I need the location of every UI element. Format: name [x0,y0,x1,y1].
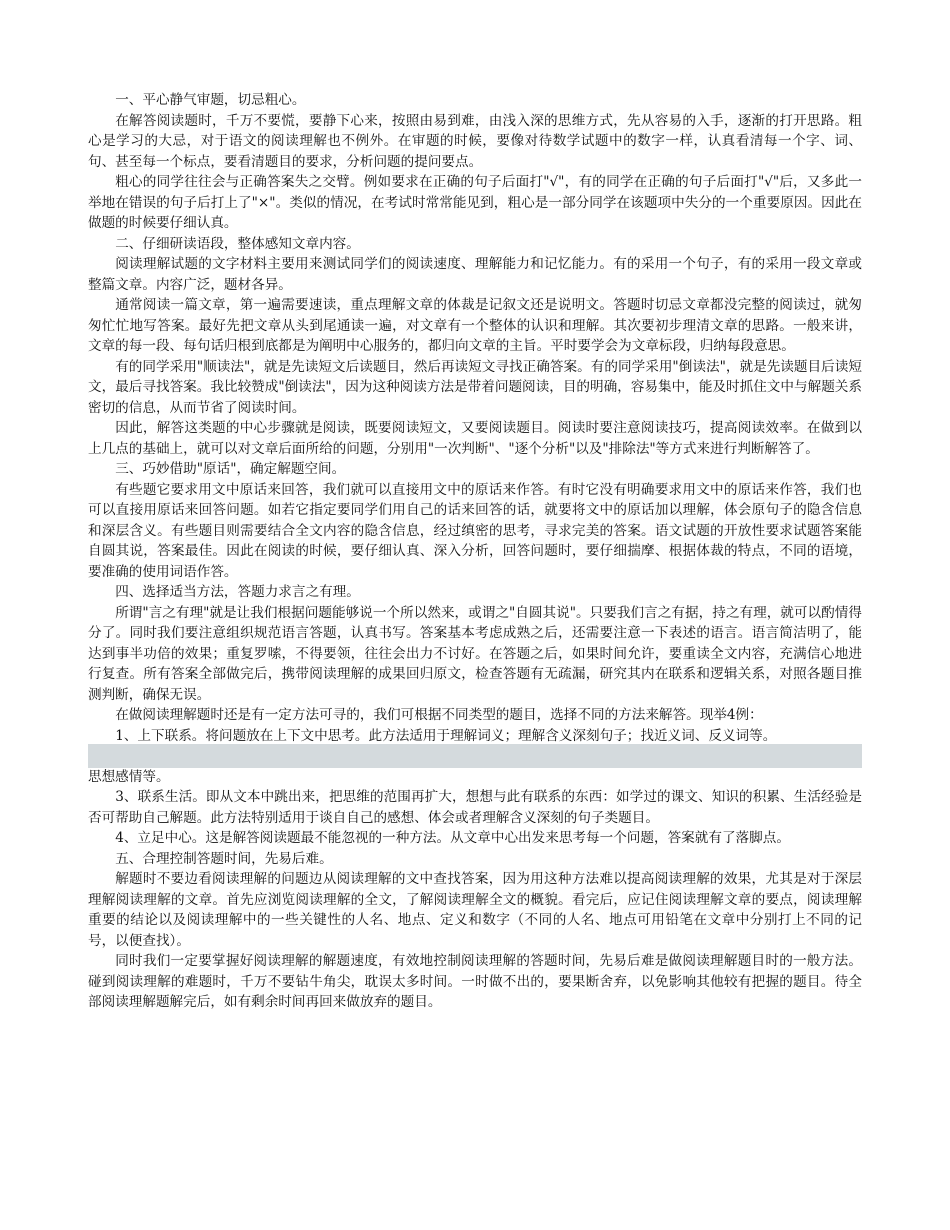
paragraph: 同时我们一定要掌握好阅读理解的解题速度，有效地控制阅读理解的答题时间，先易后难是做阅读理解题目时的一般方法。碰到阅读理解的难题时，千万不要钻牛角尖，耽误太多时间。一时做不出的，要果断舍弃，以免影响其他较有把握的题目。待全部阅读理解题解完后，如有剩余时间再回来做放弃的题目。 [88,953,862,1010]
paragraph: 在解答阅读题时，千万不要慌，要静下心来，按照由易到难，由浅入深的思维方式，先从容易的入手，逐渐的打开思路。粗心是学习的大忌，对于语文的阅读理解也不例外。在审题的时候，要像对待数学试题中的数字一样，认真看清每一个字、词、句、甚至每一个标点，要看清题目的要求，分析问题的提问要点。 [88,112,862,170]
heading-1: 一、平心静气审题，切忌粗心。 [115,92,306,108]
method-item: 1、上下联系。将问题放在上下文中思考。此方法适用于理解词义；理解含义深刻句子；找近义词、反义词等。 [115,727,777,744]
heading-4: 四、选择适当方法，答题力求言之有理。 [115,584,360,600]
method-item: 3、联系生活。即从文本中跳出来，把思维的范围再扩大，想想与此有联系的东西：如学过的课文、知识的积累、生活经验是否可帮助自己解题。此方法特别适用于谈自自己的感想、体会或者理解含义深刻的句子类题目。 [88,789,862,826]
paragraph: 阅读理解试题的文字材料主要用来测试同学们的阅读速度、理解能力和记忆能力。有的采用一个句子，有的采用一段文章或整篇文章。内容广泛，题材各异。 [88,256,862,293]
paragraph: 粗心的同学往往会与正确答案失之交臂。例如要求在正确的句子后面打"√"，有的同学在正确的句子后面打"√"后，又多此一举地在错误的句子后打上了"×"。类似的情况，在考试时常常能见到，粗心是一部分同学在该题项中失分的一个重要原因。因此在做题的时候要仔细认真。 [88,174,862,231]
heading-3: 三、巧妙借助"原话"，确定解题空间。 [115,461,346,477]
paragraph: 在做阅读理解题时还是有一定方法可寻的，我们可根据不同类型的题目，选择不同的方法来解答。现举4例： [115,707,763,723]
document-body [88,90,862,1013]
paragraph: 有些题它要求用文中原话来回答，我们就可以直接用文中的原话来作答。有时它没有明确要求用文中的原话来作答，我们也可以直接用原话来回答问题。如若它指定要同学们用自己的话来回答的话，就要将文中的原话加以理解，体会原句子的隐含信息和深层含义。有些题目则需要结合全文内容的隐含信息，经过缜密的思考，寻求完美的答案。语文试题的开放性要求试题答案能自圆其说，答案最佳。因此在阅读的时候，要仔细认真、深入分析，回答问题时，要仔细揣摩、根据体裁的特点，不同的语境，要准确的使用词语作答。 [88,481,862,580]
paragraph: 通常阅读一篇文章，第一遍需要速读，重点理解文章的体裁是记叙文还是说明文。答题时切忌文章都没完整的阅读过，就匆匆忙忙地写答案。最好先把文章从头到尾通读一遍，对文章有一个整体的认识和理解。其次要初步理清文章的思路。一般来讲，文章的每一段、每句话归根到底都是为阐明中心服务的，都归向文章的主旨。平时要学会为文章标段，归纳每段意思。 [88,297,862,354]
paragraph: 所谓"言之有理"就是让我们根据问题能够说一个所以然来，或谓之"自圆其说"。只要我们言之有据，持之有理，就可以酌情得分了。同时我们要注意组织规范语言答题，认真书写。答案基本考虑成熟之后，还需要注意一下表述的语言。语言简洁明了，能达到事半功倍的效果；重复罗嗦，不得要领，往往会出力不讨好。在答题之后，如果时间允许，要重读全文内容，充满信心地进行复查。所有答案全部做完后，携带阅读理解的成果回归原文，检查答题有无疏漏，研究其内在联系和逻辑关系，对照各题目推测判断，确保无误。 [88,604,862,703]
heading-2: 二、仔细研读语段，整体感知文章内容。 [115,235,360,252]
paragraph: 有的同学采用"顺读法"，就是先读短文后读题目，然后再读短文寻找正确答案。有的同学采用"倒读法"，就是先读题目后读短文，最后寻找答案。我比较赞成"倒读法"，因为这种阅读方法是带着问题阅读，目的明确，容易集中，能及时抓住文中与解题关系密切的信息，从而节省了阅读时间。 [88,358,862,416]
method-item: 思想感情等。 [88,768,170,785]
paragraph: 解题时不要边看阅读理解的问题边从阅读理解的文中查找答案，因为用这种方法难以提高阅读理解的效果，尤其是对于深层理解阅读理解的文章。首先应浏览阅读理解的全文，了解阅读理解全文的概貌。看完后，应记住阅读理解文章的要点，阅读理解重要的结论以及阅读理解中的一些关键性的人名、地点、定义和数字（不同的人名、地点可用铅笔在文章中分别打上不同的记号，以便查找）。 [88,871,862,949]
paragraph: 因此，解答这类题的中心步骤就是阅读，既要阅读短文，又要阅读题目。阅读时要注意阅读技巧，提高阅读效率。在做到以上几点的基础上，就可以对文章后面所给的问题，分别用"一次判断"、"逐个分析"以及"排除法"等方式来进行判断解答了。 [88,420,862,457]
heading-5: 五、合理控制答题时间，先易后难。 [115,850,333,867]
footer-bar [88,744,862,768]
method-item: 4、立足中心。这是解答阅读题最不能忽视的一种方法。从文章中心出发来思考每一个问题，答案就有了落脚点。 [115,830,790,846]
